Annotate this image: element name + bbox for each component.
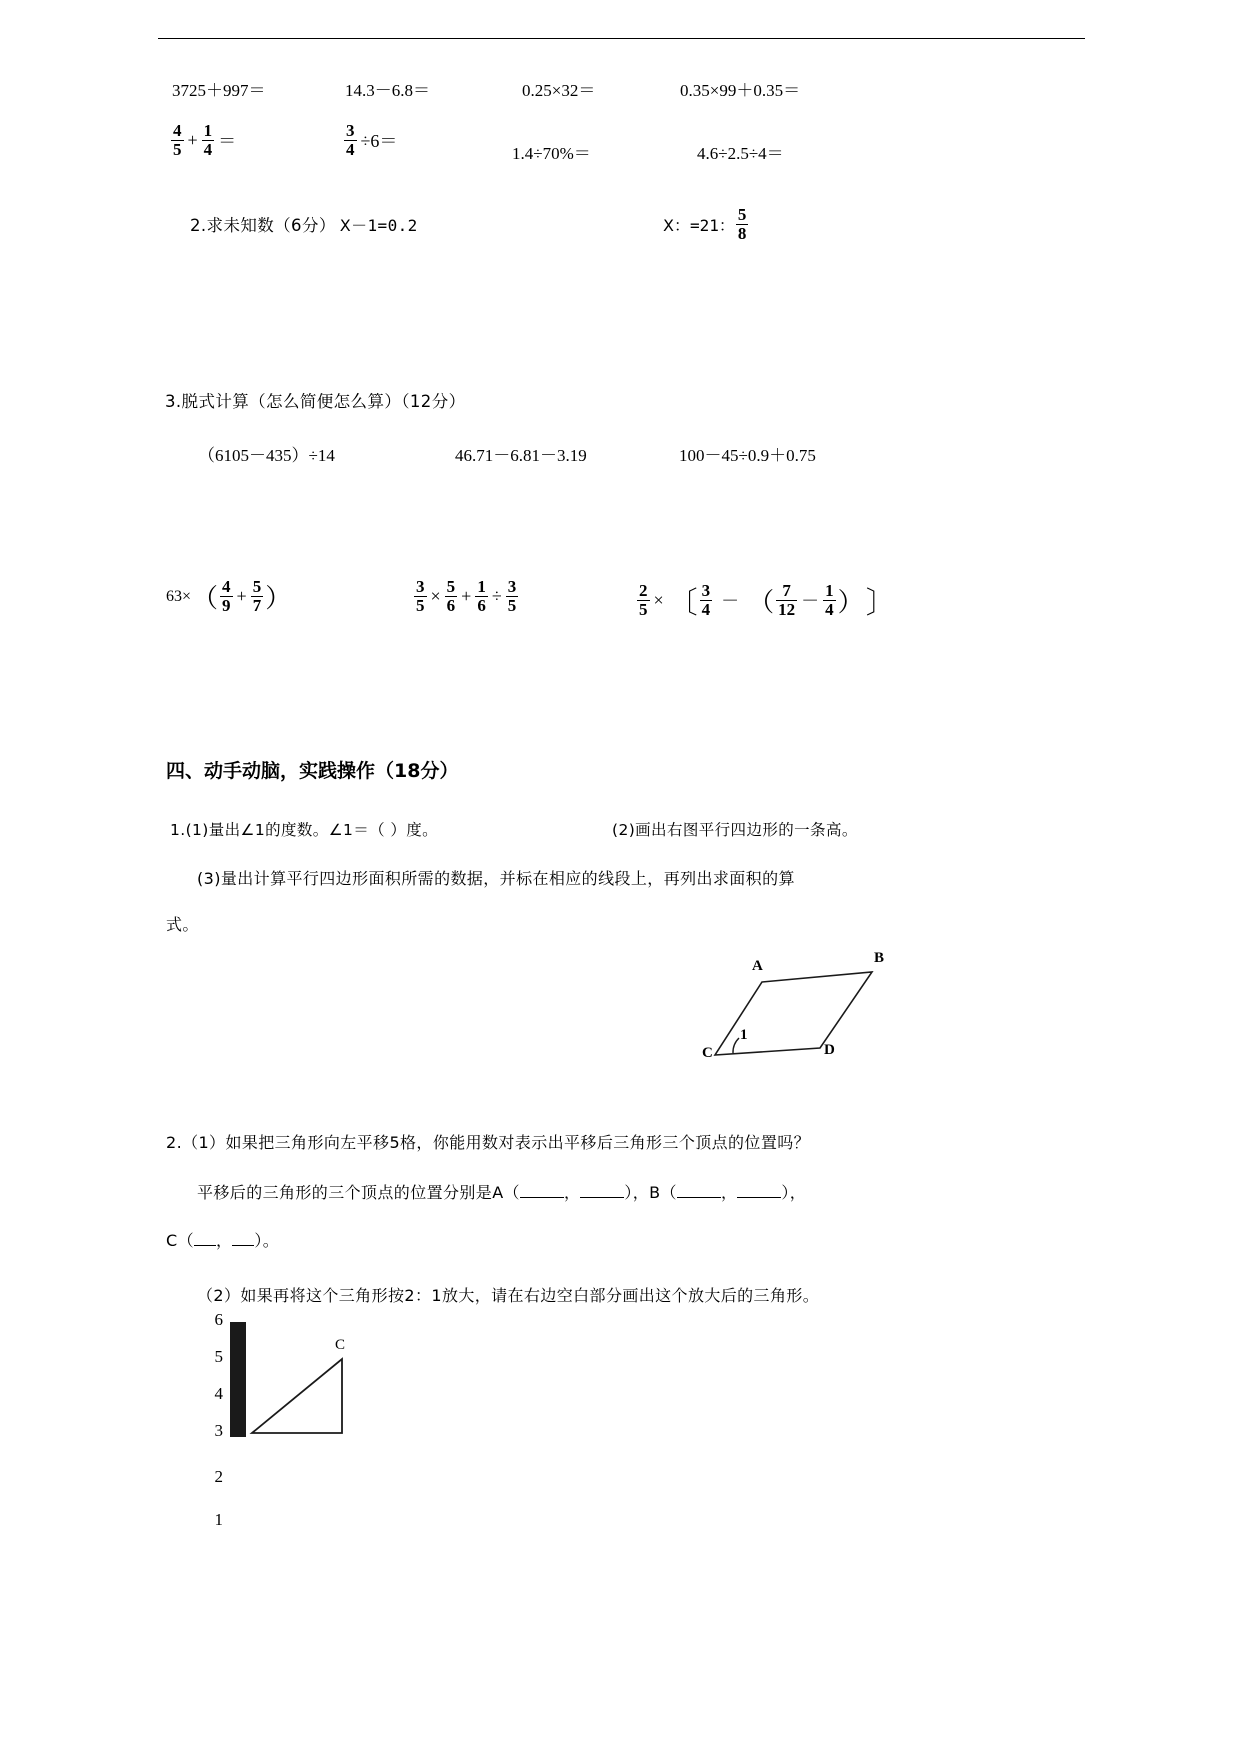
vertex-label-d: D	[824, 1042, 835, 1058]
plus-operator: +	[236, 586, 247, 606]
q2-line-1: 2.（1）如果把三角形向左平移5格，你能用数对表示出平移后三角形三个顶点的位置吗？	[166, 1133, 811, 1152]
equals-sign: ＝	[218, 131, 237, 152]
coordinate-blank-a-x[interactable]	[520, 1184, 564, 1198]
q2-line-3: C（ ， ）。	[166, 1231, 280, 1250]
divide-six-equals: ÷6＝	[360, 131, 398, 152]
close-bracket: 〕	[865, 586, 896, 621]
q3-heading: 3.脱式计算（怎么简便怎么算）（12分）	[165, 392, 466, 411]
coordinate-blank-c-x[interactable]	[194, 1232, 216, 1246]
q2-line-4: （2）如果再将这个三角形按2：1放大，请在右边空白部分画出这个放大后的三角形。	[197, 1286, 820, 1305]
minus-operator-2: －	[801, 591, 820, 611]
q1-line-1b: (2)画出右图平行四边形的一条高。	[612, 821, 858, 839]
axis-label-5: 5	[214, 1347, 223, 1366]
plus-operator: +	[461, 585, 472, 606]
header-rule	[158, 38, 1085, 39]
q1-line-1a: 1.(1)量出∠1的度数。∠1＝（ ）度。	[170, 821, 439, 839]
fraction-1-over-6: $\frac{1}{6}$	[477, 577, 486, 615]
plus-operator: +	[187, 129, 198, 150]
q3-expression-5	[413, 578, 519, 615]
vertex-label-b: B	[874, 950, 885, 966]
oral-expression-5	[170, 122, 239, 159]
fraction-7-over-12: $\frac{7}{12}$	[778, 580, 796, 619]
section-4-heading: 四、动手动脑，实践操作（18分）	[166, 760, 459, 782]
oral-expression-2: 14.3－6.8＝	[345, 81, 430, 100]
q3-expression-2: 46.71－6.81－3.19	[455, 446, 587, 465]
fraction-1-over-4-b: $\frac{1}{4}$	[825, 580, 834, 619]
parallelogram-shape	[715, 972, 872, 1055]
times-operator: ×	[430, 585, 441, 606]
triangle-vertex-label-c: C	[335, 1337, 346, 1353]
fraction-2-over-5: $\frac{2}{5}$	[639, 580, 648, 619]
oral-expression-3: 0.25×32＝	[522, 81, 596, 100]
open-paren: （	[192, 584, 219, 613]
coordinate-blank-c-y[interactable]	[232, 1232, 254, 1246]
minus-operator: －	[721, 591, 740, 611]
q2-label: 2.求未知数（6分） Ⅹ－1=0.2	[190, 216, 418, 235]
open-bracket: 〔	[667, 586, 698, 621]
vertex-label-a: A	[752, 958, 763, 974]
q3-expression-6	[636, 578, 897, 622]
triangle-shape	[252, 1359, 342, 1433]
coordinate-blank-b-x[interactable]	[677, 1184, 721, 1198]
coordinate-blank-b-y[interactable]	[737, 1184, 781, 1198]
fraction-3-over-5-b: $\frac{3}{5}$	[507, 577, 517, 615]
close-paren: ）	[837, 587, 864, 617]
parallelogram-svg	[700, 960, 900, 1075]
fraction-5-over-8: $\frac{5}{8}$	[737, 205, 747, 243]
q1-line-2: (3)量出计算平行四边形面积所需的数据，并标在相应的线段上，再列出求面积的算	[197, 869, 795, 888]
oral-expression-8: 4.6÷2.5÷4＝	[697, 144, 784, 163]
angle-arc	[733, 1038, 739, 1053]
fraction-3-over-4: $\frac{3}{4}$	[346, 121, 355, 159]
axis-label-2: 2	[214, 1467, 223, 1486]
times-operator: ×	[653, 589, 664, 610]
q2-equation-1: Ⅹ－1=0.2	[339, 216, 418, 235]
open-paren: （	[748, 587, 775, 617]
axis-label-3: 3	[214, 1421, 223, 1440]
q2-line-2: 平移后的三角形的三个顶点的位置分别是A（ ， ），B（ ， ），	[197, 1183, 807, 1202]
triangle-figure	[230, 1322, 910, 1437]
fraction-5-over-6: $\frac{5}{6}$	[446, 577, 456, 615]
oral-expression-4: 0.35×99＋0.35＝	[680, 81, 801, 100]
multiplier-63: 63×	[166, 587, 192, 605]
oral-expression-6	[343, 122, 400, 159]
axis-label-6: 6	[214, 1310, 223, 1329]
vertex-label-c: C	[702, 1045, 713, 1061]
fraction-3-over-5: $\frac{3}{5}$	[416, 577, 425, 615]
oral-expression-1: 3725＋997＝	[172, 81, 266, 100]
q1-line-3: 式。	[166, 915, 199, 934]
axis-label-1: 1	[214, 1510, 223, 1529]
coordinate-blank-a-y[interactable]	[580, 1184, 624, 1198]
fraction-1-over-4: $\frac{1}{4}$	[203, 121, 213, 159]
divide-operator: ÷	[491, 585, 502, 606]
close-paren: ）	[265, 584, 292, 613]
fraction-3-over-4-b: $\frac{3}{4}$	[701, 580, 711, 619]
fraction-5-over-7: $\frac{5}{7}$	[252, 577, 262, 615]
parallelogram-figure	[700, 950, 900, 1075]
axis-label-4: 4	[214, 1384, 223, 1403]
oral-expression-7: 1.4÷70%＝	[512, 144, 591, 163]
q3-expression-4	[166, 578, 292, 615]
q3-expression-1: （6105－435）÷14	[198, 446, 335, 465]
fraction-4-over-9: $\frac{4}{9}$	[222, 577, 231, 615]
angle-label-1: 1	[740, 1027, 748, 1043]
q2-equation-2: Ⅹ：=21： $\frac{5}{8}$	[663, 205, 747, 243]
q3-expression-3: 100－45÷0.9＋0.75	[679, 446, 816, 465]
fraction-4-over-5: $\frac{4}{5}$	[173, 121, 182, 159]
